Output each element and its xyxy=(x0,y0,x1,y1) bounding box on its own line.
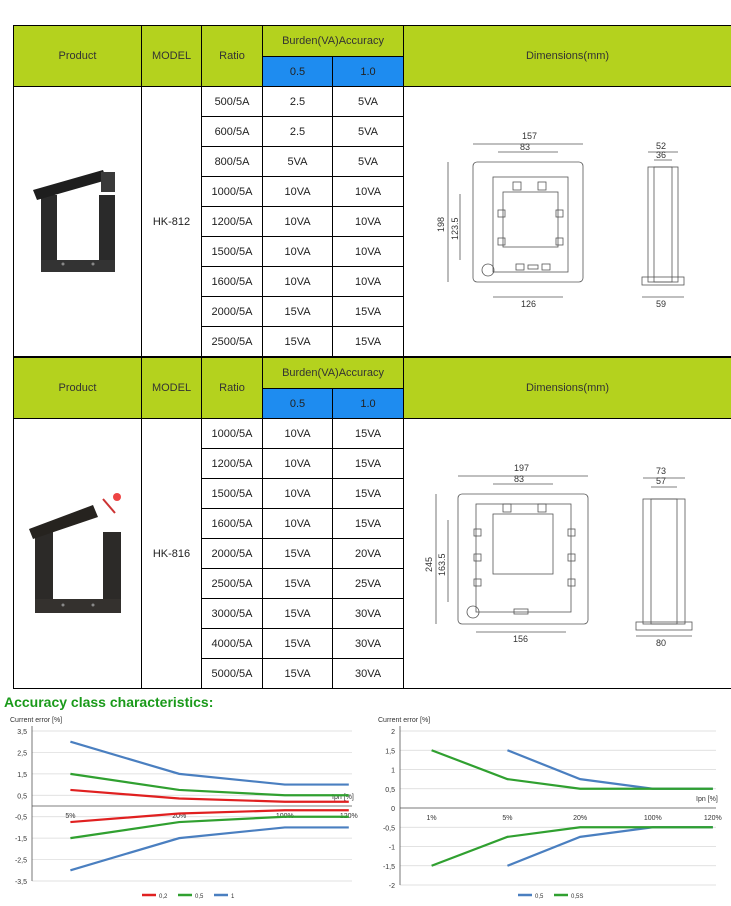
ct-hk816-image xyxy=(23,487,133,617)
burden-10-cell: 30VA xyxy=(333,599,404,629)
burden-05-cell: 15VA xyxy=(263,599,333,629)
dim-side-base: 59 xyxy=(655,298,666,309)
header-burden: Burden(VA)Accuracy xyxy=(263,358,404,389)
ratio-cell: 1600/5A xyxy=(202,509,263,539)
y-tick-label: 1 xyxy=(391,767,395,775)
dim-side-base: 80 xyxy=(655,637,666,648)
y-tick-label: 0,5 xyxy=(17,793,27,801)
accuracy-chart-1 xyxy=(2,713,360,903)
legend-label: 0,5S xyxy=(571,894,584,900)
dim-inner: 83 xyxy=(519,141,530,152)
burden-05-cell: 10VA xyxy=(263,267,333,297)
burden-10-cell: 25VA xyxy=(333,569,404,599)
header-acc-05: 0.5 xyxy=(263,389,333,419)
burden-05-cell: 15VA xyxy=(263,659,333,689)
burden-10-cell: 10VA xyxy=(333,267,404,297)
y-tick-label: -0,5 xyxy=(14,814,27,822)
ratio-cell: 3000/5A xyxy=(202,599,263,629)
y-tick-label: 1,5 xyxy=(385,748,395,756)
burden-10-cell: 10VA xyxy=(333,177,404,207)
header-dimensions: Dimensions(mm) xyxy=(404,26,731,87)
dim-height: 198 xyxy=(435,216,446,232)
burden-10-cell: 15VA xyxy=(333,419,404,449)
y-tick-label: -1,5 xyxy=(14,836,27,844)
y-tick-label: -0,5 xyxy=(382,825,395,833)
dimension-drawing xyxy=(404,87,731,357)
burden-10-cell: 10VA xyxy=(333,207,404,237)
burden-10-cell: 15VA xyxy=(333,479,404,509)
model-name: HK-816 xyxy=(142,419,202,689)
burden-10-cell: 15VA xyxy=(333,509,404,539)
header-burden: Burden(VA)Accuracy xyxy=(263,26,404,57)
y-tick-label: -1 xyxy=(388,844,395,852)
header-ratio: Ratio xyxy=(202,358,263,419)
ratio-cell: 2500/5A xyxy=(202,327,263,357)
burden-05-cell: 10VA xyxy=(263,177,333,207)
y-tick-label: -2 xyxy=(388,883,395,890)
spec-table-hk812 xyxy=(13,25,731,357)
burden-05-cell: 10VA xyxy=(263,419,333,449)
x-axis-title: Ipn [%] xyxy=(332,794,354,801)
y-tick-label: 0,5 xyxy=(385,786,395,794)
burden-10-cell: 15VA xyxy=(333,327,404,357)
x-tick-label: 20% xyxy=(172,813,187,820)
header-acc-05: 0.5 xyxy=(263,57,333,87)
ratio-cell: 1000/5A xyxy=(202,419,263,449)
dim-side-inner: 36 xyxy=(655,149,666,160)
series-line-1-lower xyxy=(70,827,348,870)
y-tick-label: 2 xyxy=(391,729,395,736)
ratio-cell: 5000/5A xyxy=(202,659,263,689)
ratio-cell: 2500/5A xyxy=(202,569,263,599)
ratio-cell: 1200/5A xyxy=(202,207,263,237)
dim-base: 126 xyxy=(520,298,536,309)
section-title: Accuracy class characteristics: xyxy=(4,694,214,710)
accuracy-chart-2 xyxy=(378,713,723,903)
dim-width: 197 xyxy=(513,462,529,473)
y-tick-label: -2,5 xyxy=(14,857,27,865)
legend-label: 0,2 xyxy=(159,894,168,900)
dim-inner-height: 163.5 xyxy=(436,552,447,576)
y-tick-label: -1,5 xyxy=(382,863,395,871)
burden-05-cell: 10VA xyxy=(263,449,333,479)
burden-05-cell: 15VA xyxy=(263,629,333,659)
product-image xyxy=(14,419,142,689)
y-axis-title: Current error [%] xyxy=(10,717,63,724)
header-model: MODEL xyxy=(142,358,202,419)
x-tick-label: 20% xyxy=(573,815,588,822)
header-dimensions: Dimensions(mm) xyxy=(404,358,731,419)
ratio-cell: 1500/5A xyxy=(202,479,263,509)
y-axis-title: Current error [%] xyxy=(378,717,431,724)
ct-hk812-image xyxy=(23,160,133,280)
burden-10-cell: 30VA xyxy=(333,629,404,659)
ratio-cell: 2000/5A xyxy=(202,297,263,327)
burden-05-cell: 10VA xyxy=(263,509,333,539)
x-tick-label: 120% xyxy=(703,815,722,822)
x-tick-label: 100% xyxy=(643,815,662,822)
burden-10-cell: 15VA xyxy=(333,297,404,327)
dim-inner-height: 123.5 xyxy=(449,216,460,240)
x-tick-label: 120% xyxy=(339,813,358,820)
burden-10-cell: 10VA xyxy=(333,237,404,267)
y-tick-label: 2,5 xyxy=(17,750,27,758)
dimension-drawing-hk816 xyxy=(418,454,718,654)
burden-10-cell: 5VA xyxy=(333,147,404,177)
y-tick-label: -3,5 xyxy=(14,879,27,886)
ratio-cell: 1500/5A xyxy=(202,237,263,267)
burden-10-cell: 20VA xyxy=(333,539,404,569)
burden-05-cell: 5VA xyxy=(263,147,333,177)
burden-05-cell: 10VA xyxy=(263,237,333,267)
burden-05-cell: 15VA xyxy=(263,297,333,327)
header-model: MODEL xyxy=(142,26,202,87)
burden-10-cell: 15VA xyxy=(333,449,404,479)
y-tick-label: 3,5 xyxy=(17,729,27,736)
legend-label: 0,5 xyxy=(535,894,544,900)
x-axis-title: Ipn [%] xyxy=(696,796,718,803)
ratio-cell: 1600/5A xyxy=(202,267,263,297)
burden-10-cell: 5VA xyxy=(333,87,404,117)
legend-label: 0,5 xyxy=(195,894,204,900)
ratio-cell: 500/5A xyxy=(202,87,263,117)
burden-10-cell: 30VA xyxy=(333,659,404,689)
product-image xyxy=(14,87,142,357)
legend-label: 1 xyxy=(231,894,235,900)
x-tick-label: 5% xyxy=(65,813,76,820)
ratio-cell: 1000/5A xyxy=(202,177,263,207)
dim-base: 156 xyxy=(512,633,528,644)
header-acc-10: 1.0 xyxy=(333,389,404,419)
x-tick-label: 1% xyxy=(426,815,437,822)
dimension-drawing xyxy=(404,419,731,689)
burden-10-cell: 5VA xyxy=(333,117,404,147)
dim-width: 157 xyxy=(521,130,537,141)
dim-side-top: 52 xyxy=(655,140,666,151)
x-tick-label: 100% xyxy=(275,813,294,820)
dim-height: 245 xyxy=(423,556,434,572)
ratio-cell: 1200/5A xyxy=(202,449,263,479)
y-tick-label: 0 xyxy=(391,806,395,813)
ratio-cell: 800/5A xyxy=(202,147,263,177)
burden-05-cell: 2.5 xyxy=(263,87,333,117)
model-name: HK-812 xyxy=(142,87,202,357)
ratio-cell: 2000/5A xyxy=(202,539,263,569)
burden-05-cell: 15VA xyxy=(263,327,333,357)
header-ratio: Ratio xyxy=(202,26,263,87)
spec-table-hk816 xyxy=(13,357,731,689)
burden-05-cell: 10VA xyxy=(263,479,333,509)
burden-05-cell: 15VA xyxy=(263,539,333,569)
burden-05-cell: 10VA xyxy=(263,207,333,237)
ratio-cell: 4000/5A xyxy=(202,629,263,659)
header-product: Product xyxy=(14,26,142,87)
ratio-cell: 600/5A xyxy=(202,117,263,147)
dim-inner: 83 xyxy=(513,473,524,484)
header-acc-10: 1.0 xyxy=(333,57,404,87)
dim-side-top: 73 xyxy=(655,465,666,476)
dimension-drawing-hk812 xyxy=(418,122,718,322)
dim-side-inner: 57 xyxy=(655,475,666,486)
series-line-1-upper xyxy=(70,742,348,785)
y-tick-label: 1,5 xyxy=(17,771,27,779)
burden-05-cell: 15VA xyxy=(263,569,333,599)
header-product: Product xyxy=(14,358,142,419)
x-tick-label: 5% xyxy=(502,815,513,822)
burden-05-cell: 2.5 xyxy=(263,117,333,147)
